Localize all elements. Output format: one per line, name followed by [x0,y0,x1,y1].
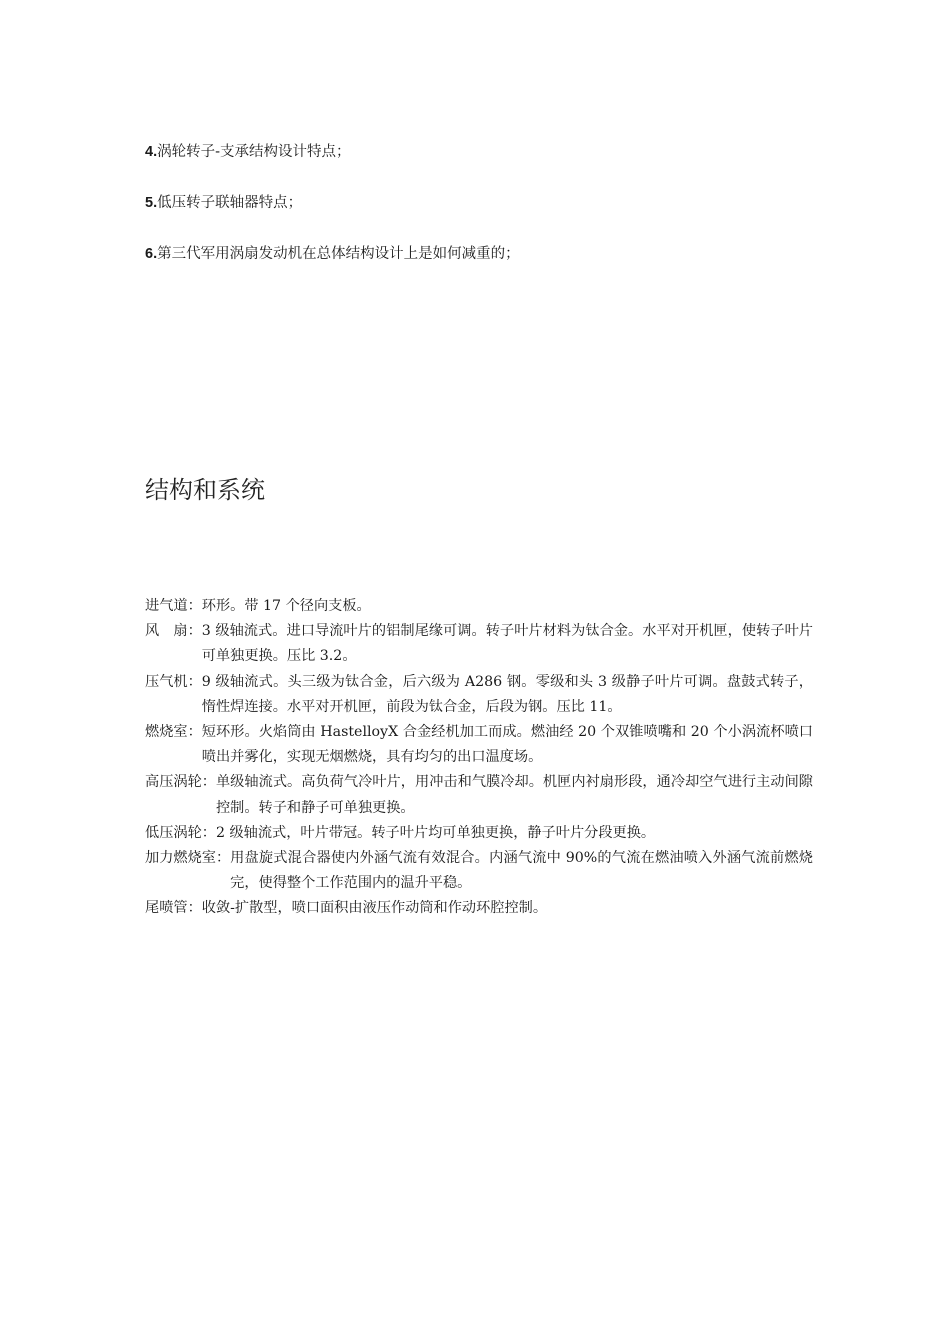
list-item-fan [145,619,813,669]
item-text: 短环形。火焰筒由 HastelloyX 合金经机加工而成。燃油经 20 个双锥喷嘴和 20 个小涡流杯喷口喷出并雾化，实现无烟燃烧，具有均匀的出口温度场。 [201,724,813,766]
item-text: 3 级轴流式。进口导流叶片的铝制尾缘可调。转子叶片材料为钛合金。水平对开机匣，使转子叶片可单独更换。压比 3.2。 [201,623,813,665]
list-item-combustor [145,720,813,770]
item-label: 燃烧室： [145,724,202,741]
item-label: 加力燃烧室： [145,850,231,867]
item-label: 进气道： [145,598,202,614]
list-item-hp-turbine [145,770,813,820]
item-label: 低压涡轮： [145,824,216,841]
component-list [145,594,813,922]
list-item-lp-turbine [145,821,813,846]
item-text: 9 级轴流式。头三级为钛合金，后六级为 A286 钢。零级和头 3 级静子叶片可调。盘鼓式转子，惰性焊连接。水平对开机匣，前段为钛合金，后段为钢。压比 11。 [201,673,813,715]
item-text: 环形。带 17 个径向支板。 [201,598,371,614]
question-number: 4. [145,144,158,160]
question-text: 低压转子联轴器特点； [157,195,303,211]
item-label: 风 扇： [145,623,202,640]
list-item-afterburner [145,846,813,896]
item-text: 收敛-扩散型，喷口面积由液压作动筒和作动环腔控制。 [201,900,548,917]
item-label: 尾喷管： [145,900,202,917]
question-number: 6. [145,246,158,262]
question-number: 5. [145,195,158,211]
item-label: 高压涡轮： [145,774,216,791]
list-item-inlet [145,594,813,619]
item-text: 单级轴流式。高负荷气冷叶片，用冲击和气膜冷却。机匣内衬扇形段，通冷却空气进行主动间隙控制。转子和静子可单独更换。 [215,774,813,816]
question-text: 第三代军用涡扇发动机在总体结构设计上是如何减重的； [157,246,520,262]
item-text: 2 级轴流式，叶片带冠。转子叶片均可单独更换，静子叶片分段更换。 [215,824,656,841]
item-text: 用盘旋式混合器使内外涵气流有效混合。内涵气流中 90%的气流在燃油喷入外涵气流前燃烧完，使得整个工作范围内的温升平稳。 [230,850,813,892]
question-5 [145,193,302,213]
list-item-nozzle [145,896,813,921]
question-6 [145,244,520,264]
question-4 [145,142,351,162]
section-title: 结构和系统 [145,476,265,504]
question-text: 涡轮转子-支承结构设计特点； [157,144,351,160]
list-item-compressor [145,670,813,720]
item-label: 压气机： [145,673,202,690]
